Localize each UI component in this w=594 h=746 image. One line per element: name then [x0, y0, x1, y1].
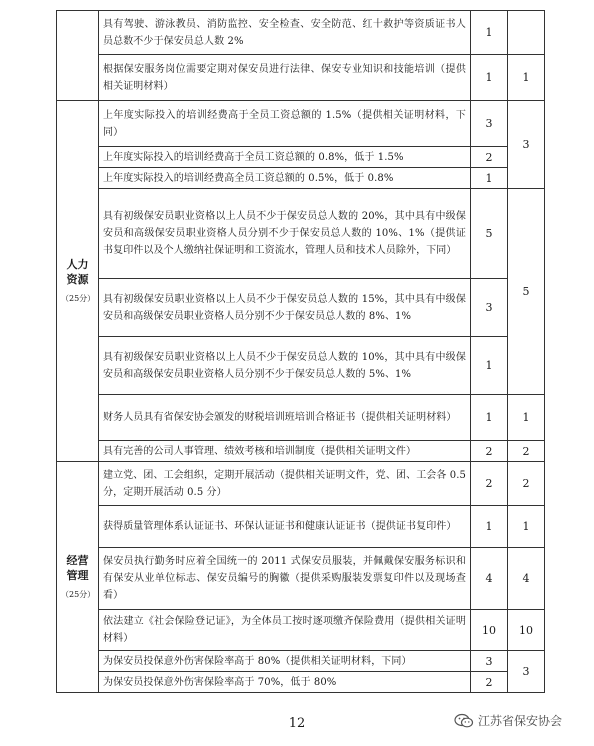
category-points: （25分） [61, 589, 96, 599]
table-row [57, 395, 545, 441]
item-score: 2 [471, 462, 508, 506]
item-total: 10 [508, 610, 545, 651]
watermark [454, 712, 562, 729]
table-row [57, 11, 545, 55]
item-text: 获得质量管理体系认证证书、环保认证证书和健康认证证书（提供证书复印件） [99, 506, 471, 548]
table-row [57, 55, 545, 101]
wechat-icon [454, 713, 474, 729]
item-text: 上年度实际投入的培训经费高全员工资总额的 0.5%，低于 0.8% [99, 168, 471, 189]
item-score: 2 [471, 441, 508, 462]
table-row [57, 337, 545, 395]
table-row [57, 441, 545, 462]
category-name-line1: 经营 [66, 553, 89, 567]
item-score: 3 [471, 651, 508, 672]
item-score: 3 [471, 279, 508, 337]
table-row [57, 548, 545, 610]
item-score: 4 [471, 548, 508, 610]
table-row [57, 672, 545, 693]
item-total: 2 [508, 462, 545, 506]
category-points: （25分） [61, 293, 96, 303]
item-text: 依法建立《社会保险登记证》，为全体员工按时逐项缴齐保险费用（提供相关证明材料） [99, 610, 471, 651]
item-text: 上年度实际投入的培训经费高于全员工资总额的 0.8%，低于 1.5% [99, 147, 471, 168]
item-score: 3 [471, 101, 508, 147]
scoring-table [56, 10, 545, 693]
item-total: 3 [508, 101, 545, 189]
item-score: 1 [471, 506, 508, 548]
table-row [57, 610, 545, 651]
item-total: 3 [508, 651, 545, 693]
table-row [57, 189, 545, 279]
item-total: 5 [508, 189, 545, 395]
item-text: 具有驾驶、游泳教员、消防监控、安全检查、安全防范、红十救护等资质证书人员总数不少于保安员总人数 2% [99, 11, 471, 55]
item-score: 1 [471, 11, 508, 55]
item-score: 2 [471, 672, 508, 693]
item-score: 1 [471, 55, 508, 101]
item-text: 具有初级保安员职业资格以上人员不少于保安员总人数的 10%，其中具有中级保安员和高级保安员职业资格人员分别不少于保安员总人数的 5%、1% [99, 337, 471, 395]
category-cell-continued [57, 11, 99, 101]
table-row [57, 279, 545, 337]
item-text: 上年度实际投入的培训经费高于全员工资总额的 1.5%（提供相关证明材料，下同） [99, 101, 471, 147]
item-text: 具有初级保安员职业资格以上人员不少于保安员总人数的 15%，其中具有中级保安员和高级保安员职业资格人员分别不少于保安员总人数的 8%、1% [99, 279, 471, 337]
item-text: 具有初级保安员职业资格以上人员不少于保安员总人数的 20%，其中具有中级保安员和高级保安员职业资格人员分别不少于保安员总人数的 10%、1%（提供证书复印件以及个人缴纳社保证明和工资流水，管理人员和技术人员除外，下同） [99, 189, 471, 279]
item-score: 2 [471, 147, 508, 168]
page-number: 12 [288, 716, 306, 731]
item-total: 1 [508, 395, 545, 441]
category-name-line1: 人力 [66, 257, 89, 271]
table-row [57, 168, 545, 189]
item-text: 为保安员投保意外伤害保险率高于 80%（提供相关证明材料，下同） [99, 651, 471, 672]
item-score: 1 [471, 168, 508, 189]
item-text: 根据保安服务岗位需要定期对保安员进行法律、保安专业知识和技能培训（提供相关证明材料） [99, 55, 471, 101]
table-row [57, 101, 545, 147]
item-text: 具有完善的公司人事管理、绩效考核和培训制度（提供相关证明文件） [99, 441, 471, 462]
category-business-management [57, 462, 99, 693]
table-row [57, 651, 545, 672]
category-name-line2: 管理 [66, 568, 89, 582]
item-score: 10 [471, 610, 508, 651]
table-row [57, 506, 545, 548]
item-score: 5 [471, 189, 508, 279]
item-score: 1 [471, 337, 508, 395]
item-score: 1 [471, 395, 508, 441]
item-total: 1 [508, 506, 545, 548]
item-text: 建立党、团、工会组织，定期开展活动（提供相关证明文件，党、团、工会各 0.5 分，定期开展活动 0.5 分） [99, 462, 471, 506]
watermark-text: 江苏省保安协会 [478, 714, 563, 728]
item-total: 2 [508, 441, 545, 462]
table-row [57, 147, 545, 168]
item-text: 财务人员具有省保安协会颁发的财税培训班培训合格证书（提供相关证明材料） [99, 395, 471, 441]
item-total [508, 11, 545, 55]
table-row [57, 462, 545, 506]
item-total: 4 [508, 548, 545, 610]
item-total: 1 [508, 55, 545, 101]
item-text: 为保安员投保意外伤害保险率高于 70%，低于 80% [99, 672, 471, 693]
category-name-line2: 资源 [66, 272, 89, 286]
category-human-resources [57, 101, 99, 462]
item-text: 保安员执行勤务时应着全国统一的 2011 式保安员服装，并佩戴保安服务标识和有保安从业单位标志、保安员编号的胸徽（提供采购服装发票复印件以及现场查看） [99, 548, 471, 610]
